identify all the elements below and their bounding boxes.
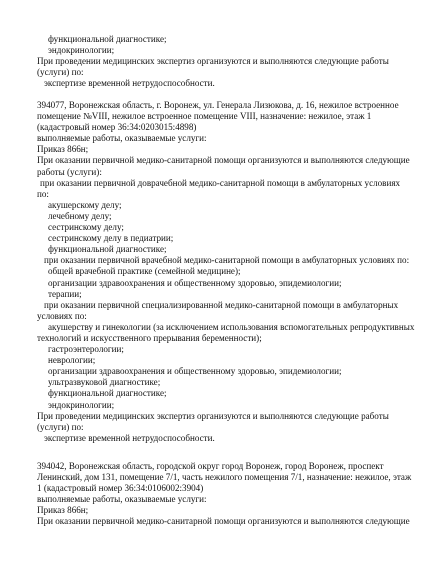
document-line: организации здравоохранения и общественному здоровью, эпидемиологии;: [48, 277, 342, 288]
text-block-address-leninsky: [37, 461, 412, 528]
document-line: (кадастровый номер 36:34:0203015:4898): [37, 122, 197, 133]
document-line: при оказании первичной врачебной медико-санитарной помощи в амбулаторных условиях по:: [44, 255, 410, 266]
document-line: технологий и искусственного прерывания беременности);: [37, 332, 262, 343]
text-block-address-lizyukova: [37, 100, 415, 444]
document-line: При оказании первичной медико-санитарной помощи организуются и выполняются следующие: [37, 516, 410, 527]
document-line: гастроэнтерологии;: [48, 344, 124, 355]
document-line: 1 (кадастровый номер 36:34:0106002:3904): [37, 483, 204, 494]
document-line: 394042, Воронежская область, городской округ город Воронеж, город Воронеж, проспект: [37, 461, 384, 471]
document-line: работы (услуги):: [37, 166, 102, 177]
document-line: по:: [37, 188, 49, 199]
document-line: 394077, Воронежская область, г. Воронеж, ул. Генерала Лизюкова, д. 16, нежилое встроенное: [37, 100, 399, 110]
document-line: (услуги) по:: [37, 67, 84, 78]
document-line: при оказании первичной специализированной медико-санитарной помощи в амбулаторных: [44, 299, 399, 310]
document-line: функциональной диагностике;: [48, 34, 167, 44]
document-line: (услуги) по:: [37, 421, 84, 432]
document-line: акушерскому делу;: [48, 199, 122, 210]
document-line: экспертизе временной нетрудоспособности.: [44, 432, 215, 443]
text-block-licence-previous-address: [37, 34, 409, 89]
document-line: организации здравоохранения и общественному здоровью, эпидемиологии;: [48, 366, 342, 377]
document-line: эндокринологии;: [48, 45, 115, 56]
document-line: выполняемые работы, оказываемые услуги:: [37, 494, 207, 505]
document-line: акушерству и гинекологии (за исключением использования вспомогательных репродуктивных: [48, 321, 415, 332]
document-line: терапии;: [48, 288, 82, 299]
document-line: Приказ 866н;: [37, 144, 89, 155]
document-line: экспертизе временной нетрудоспособности.: [44, 78, 215, 89]
document-line: сестринскому делу в педиатрии;: [48, 233, 174, 244]
document-line: при оказании первичной доврачебной медико-санитарной помощи в амбулаторных условиях: [40, 177, 401, 188]
document-line: При оказании первичной медико-санитарной помощи организуются и выполняются следующие: [37, 155, 410, 166]
document-line: выполняемые работы, оказываемые услуги:: [37, 133, 207, 144]
document-line: условиях по:: [37, 310, 87, 321]
document-line: Ленинский, дом 131, помещение 7/1, часть нежилого помещения 7/1, назначение: нежилое, этаж: [37, 472, 412, 483]
document-line: При проведении медицинских экспертиз организуются и выполняются следующие работы: [37, 56, 389, 67]
document-line: общей врачебной практике (семейной медицине);: [48, 266, 241, 277]
document-line: При проведении медицинских экспертиз организуются и выполняются следующие работы: [37, 410, 389, 421]
document-line: сестринскому делу;: [48, 222, 124, 233]
document-line: ультразвуковой диагностике;: [48, 377, 161, 388]
document-line: эндокринологии;: [48, 399, 115, 410]
document-line: лечебному делу;: [48, 210, 112, 221]
document-line: функциональной диагностике;: [48, 388, 167, 399]
document-line: Приказ 866н;: [37, 505, 89, 516]
document-line: неврологии;: [48, 355, 96, 366]
document-line: помещение №VIII, нежилое встроенное помещение VIII, назначение: нежилое, этаж 1: [37, 111, 372, 122]
document-line: функциональной диагностике;: [48, 244, 167, 255]
